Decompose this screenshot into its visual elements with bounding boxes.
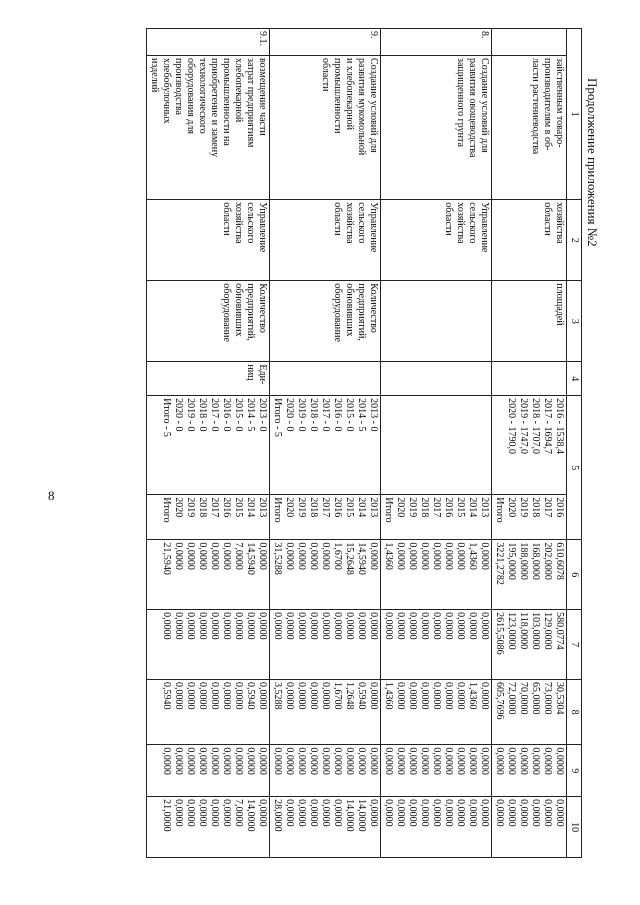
table-cell-c3: Количество предприятий, обновивших оборудование [147,281,270,362]
table-cell-c5: 2013 - 0 2014 - 5 2015 - 0 2016 - 0 2017 - 0 2018 - 0 2019 - 0 2020 - 0 Итого - 5 [147,396,270,495]
header-col-6: 6 [567,540,582,610]
table-cell-c5 [381,396,492,495]
header-row [567,29,582,858]
table-cell-c10: 0,0000 0,0000 0,0000 0,0000 0,0000 0,0000 [492,797,567,858]
table-cell-c8: 0,0000 0,5940 1,2648 1,6700 0,0000 0,0000 0,0000 0,0000 3,5288 [270,679,381,744]
table-cell-c3: площадей [492,281,567,362]
table-cell-no [492,29,567,56]
table-cell-c5b: 2013 2014 2015 2016 2017 2018 2019 2020 Итого [381,495,492,540]
table-cell-c5b: 2013 2014 2015 2016 2017 2018 2019 2020 Итого [147,495,270,540]
table-cell-c6: 0,0000 14,5940 15,2648 1,6700 0,0000 0,0000 0,0000 0,0000 31,5288 [270,540,381,610]
table-cell-no: 8. [381,29,492,56]
header-col-5: 5 [567,396,582,540]
table-cell-c2: Управление сельского хозяйства области [381,200,492,281]
table-cell-c1: Создание условий для развития мукомольной и хлебопекарной промышленности области [270,56,381,200]
header-col-1: 1 [567,29,582,200]
table-row [492,29,567,858]
table-cell-c8: 30,5304 73,0000 65,0000 70,0000 72,0000 605,7696 [492,679,567,744]
table-cell-c7: 0,0000 0,0000 0,0000 0,0000 0,0000 0,0000 0,0000 0,0000 0,0000 [381,610,492,680]
table-cell-c4 [270,362,381,396]
table-cell-c9: 0,0000 0,0000 0,0000 0,0000 0,0000 0,0000 0,0000 0,0000 0,0000 [270,745,381,797]
table-cell-c7: 0,0000 0,0000 0,0000 0,0000 0,0000 0,0000 0,0000 0,0000 0,0000 [270,610,381,680]
table-cell-c5: 2016 - 1538,4 2017 - 1694,7 2018 - 1707,0 2019 - 1747,0 2020 - 1790,0 [492,396,567,495]
header-col-2: 2 [567,200,582,281]
table-cell-c1: зайственным товаро- производителям в об- ласти растениеводства [492,56,567,200]
table-row [270,29,381,858]
table-cell-c3: Количество предприятий, обновивших оборудование [270,281,381,362]
table-cell-c7: 580,0774 129,0000 103,0000 118,0000 123,0000 2615,5086 [492,610,567,680]
table-cell-c6: 0,0000 14,5940 7,0000 0,0000 0,0000 0,0000 0,0000 0,0000 21,5940 [147,540,270,610]
table-cell-c6: 610,6078 202,0000 168,0000 188,0000 195,0000 3221,2782 [492,540,567,610]
table-cell-c5b: 2016 2017 2018 2019 2020 Итого [492,495,567,540]
table-cell-c2: Управление сельского хозяйства области [147,200,270,281]
table-cell-c5: 2013 - 0 2014 - 5 2015 - 0 2016 - 0 2017 - 0 2018 - 0 2019 - 0 2020 - 0 Итого - 5 [270,396,381,495]
table-cell-c4 [492,362,567,396]
table-cell-c9: 0,0000 0,0000 0,0000 0,0000 0,0000 0,0000 0,0000 0,0000 0,0000 [147,745,270,797]
table-cell-c10: 0,0000 0,0000 0,0000 0,0000 0,0000 0,0000 0,0000 0,0000 0,0000 [381,797,492,858]
table-cell-c1: Создание условий для развития овощеводства защищенного грунта [381,56,492,200]
table-cell-c6: 0,0000 1,4360 0,0000 0,0000 0,0000 0,0000 0,0000 0,0000 1,4360 [381,540,492,610]
table-cell-c7: 0,0000 0,0000 0,0000 0,0000 0,0000 0,0000 0,0000 0,0000 0,0000 [147,610,270,680]
table-cell-c2: Управление сельского хозяйства области [270,200,381,281]
table-cell-c10: 0,0000 14,0000 14,0000 0,0000 0,0000 0,0000 0,0000 0,0000 28,0000 [270,797,381,858]
table-cell-c5b: 2013 2014 2015 2016 2017 2018 2019 2020 Итого [270,495,381,540]
header-col-9: 9 [567,745,582,797]
table-cell-c1: возмещение части затрат предприятиям хлебопекарной промышленности на приобретение и замену технологического оборудования для производства хлебобулочных изделий [147,56,270,200]
header-col-7: 7 [567,610,582,680]
header-col-10: 10 [567,797,582,858]
table-row [147,29,270,858]
table-cell-no: 9. [270,29,381,56]
table-cell-c4 [381,362,492,396]
table-cell-c10: 0,0000 14,0000 7,0000 0,0000 0,0000 0,0000 0,0000 0,0000 21,0000 [147,797,270,858]
header-col-4: 4 [567,362,582,396]
table-cell-c9: 0,0000 0,0000 0,0000 0,0000 0,0000 0,0000 0,0000 0,0000 0,0000 [381,745,492,797]
header-col-8: 8 [567,679,582,744]
page-number: 8 [48,488,55,503]
table-cell-c9: 0,0000 0,0000 0,0000 0,0000 0,0000 0,0000 [492,745,567,797]
table-cell-c8: 0,0000 0,5940 0,0000 0,0000 0,0000 0,0000 0,0000 0,0000 0,5940 [147,679,270,744]
continuation-title: Продолжение приложения №2 [585,78,600,247]
table-cell-c4: Еди- ниц [147,362,270,396]
table-cell-no: 9.1. [147,29,270,56]
program-table [146,28,582,858]
rotated-table-wrapper [102,28,582,858]
table-cell-c3 [381,281,492,362]
table-cell-c2: хозяйства области [492,200,567,281]
header-col-3: 3 [567,281,582,362]
table-cell-c8: 0,0000 1,4360 0,0000 0,0000 0,0000 0,0000 0,0000 0,0000 1,4360 [381,679,492,744]
table-row [381,29,492,858]
